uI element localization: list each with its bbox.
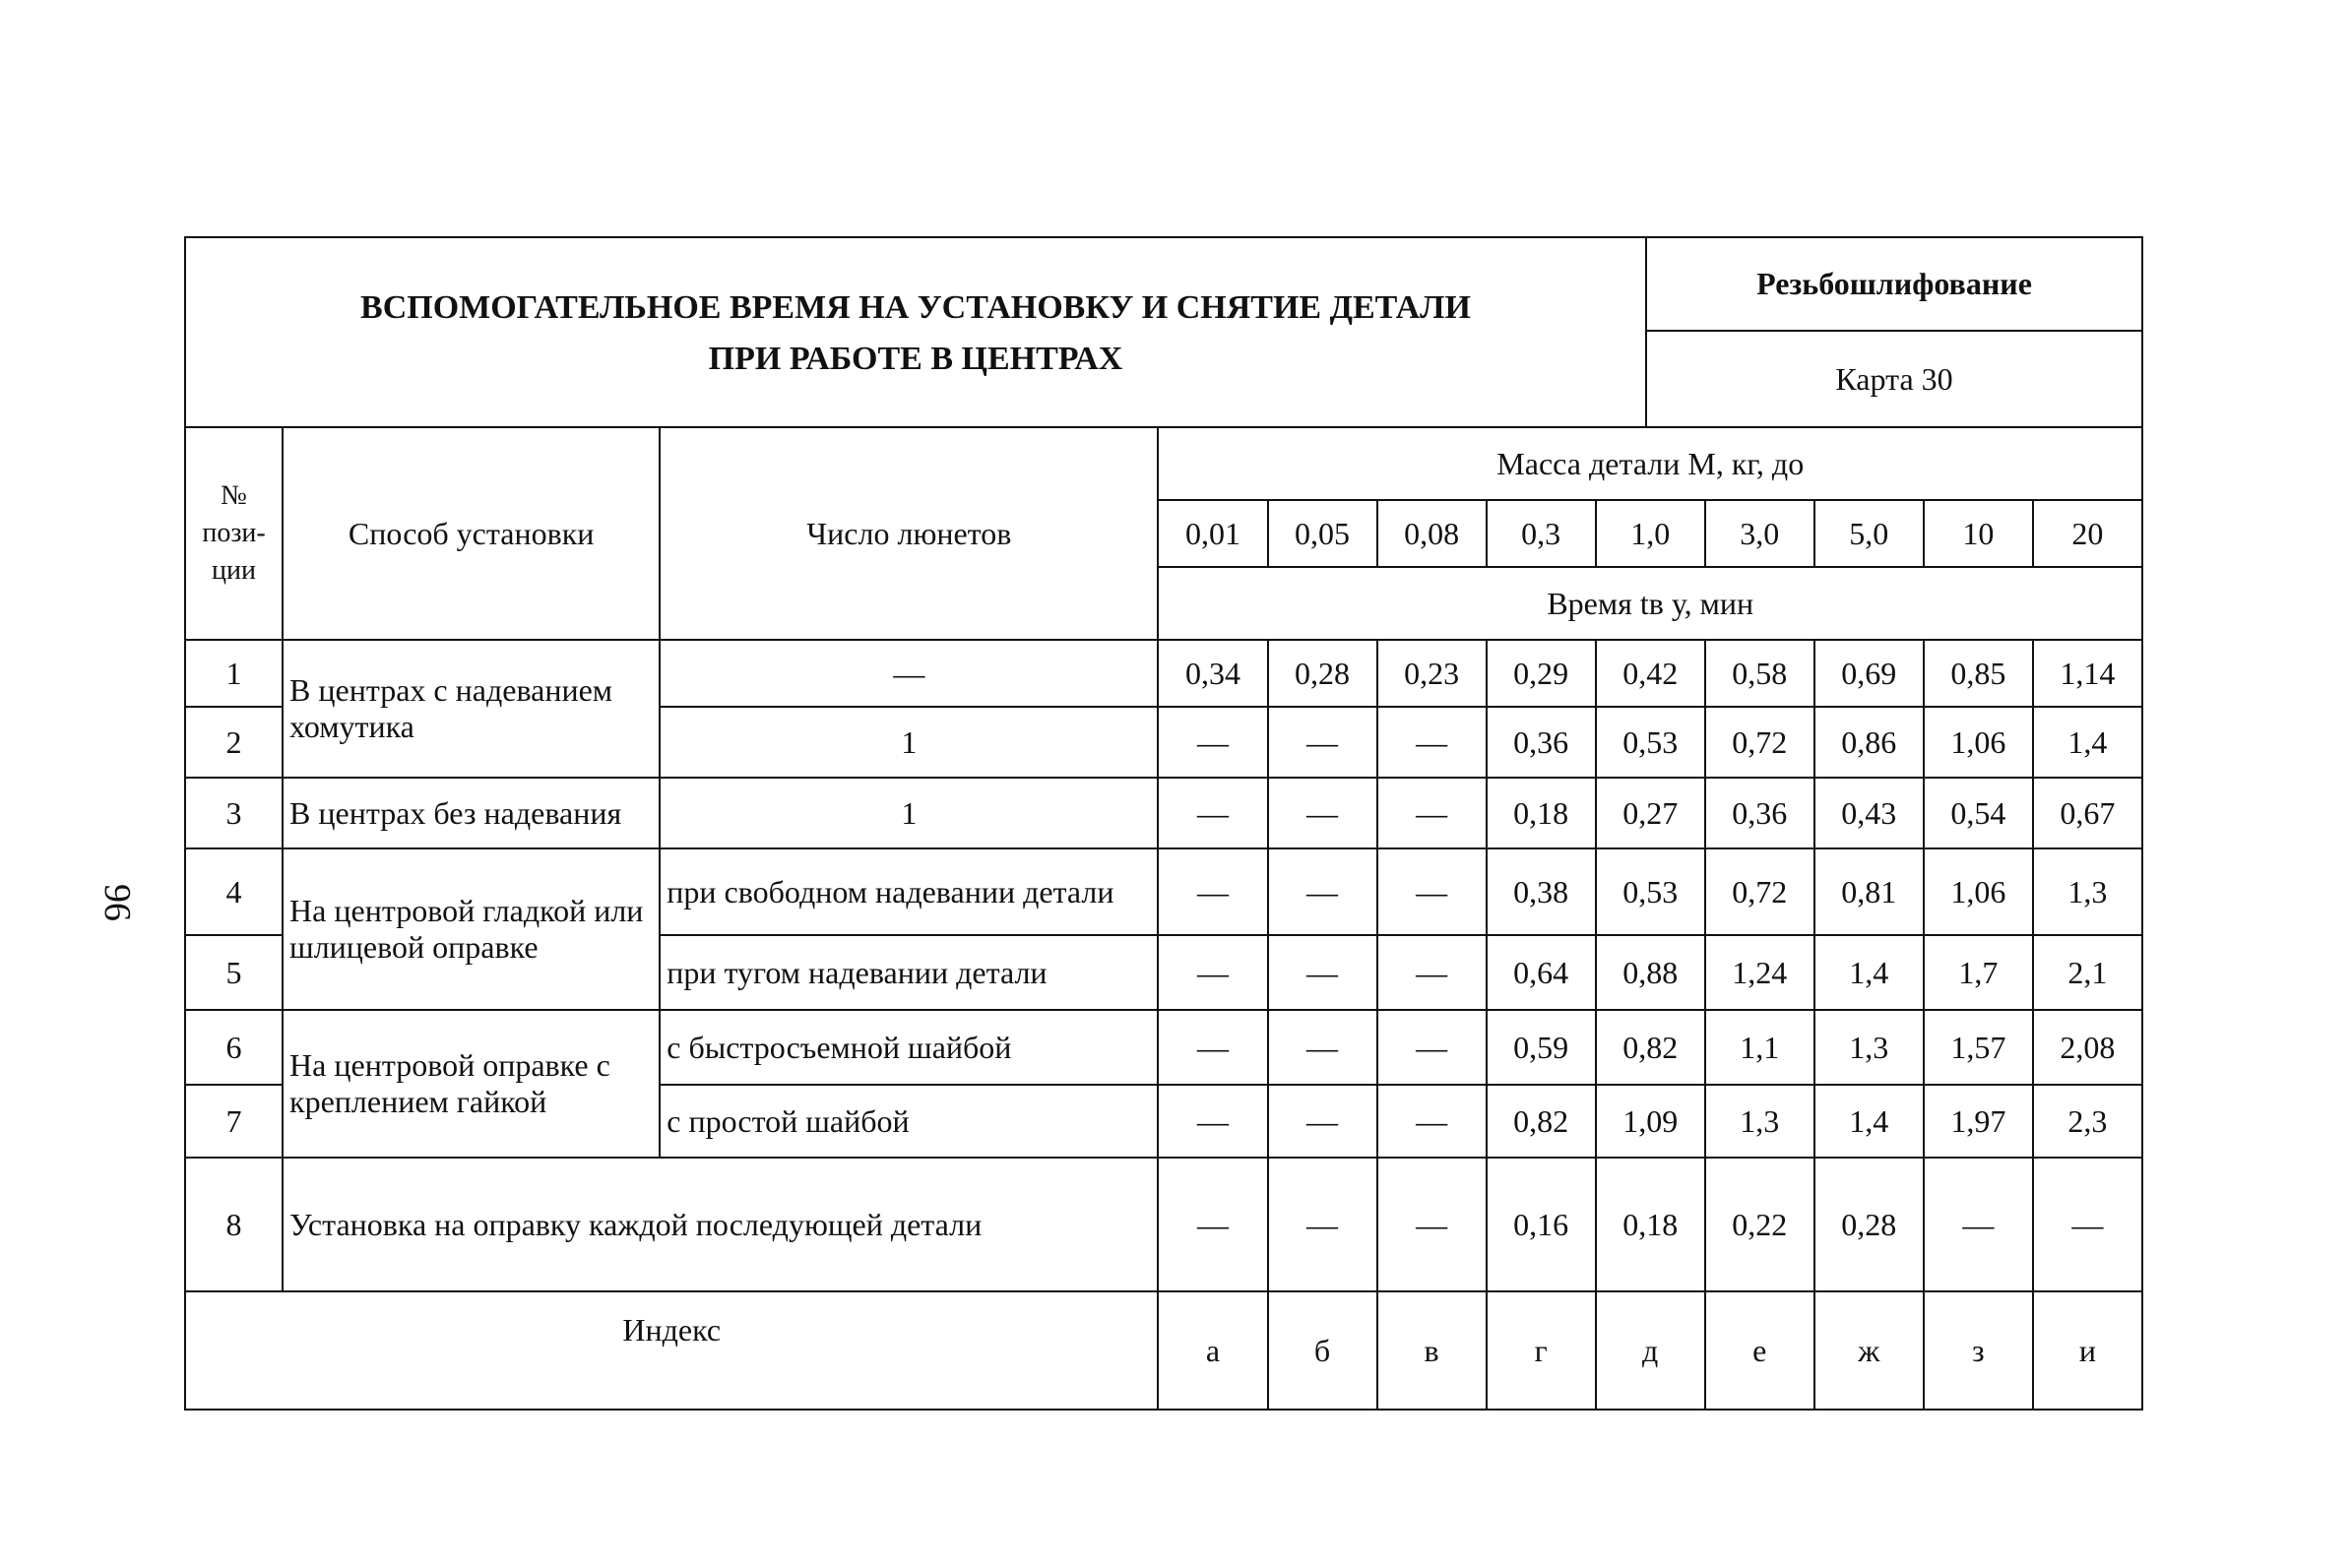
position-number-header: № пози-ции	[185, 427, 283, 640]
title-line-2: ПРИ РАБОТЕ В ЦЕНТРАХ	[708, 341, 1123, 377]
time-value: —	[1158, 848, 1267, 935]
time-value: —	[1268, 707, 1377, 778]
index-letter: а	[1158, 1291, 1267, 1410]
card-header	[184, 236, 2143, 428]
row-number: 5	[185, 935, 283, 1010]
time-value: 0,86	[1814, 707, 1924, 778]
method-cell: В центрах без надевания	[283, 778, 660, 848]
time-value: —	[1268, 1158, 1377, 1291]
table-row	[185, 1158, 2142, 1291]
time-value: 0,53	[1596, 848, 1705, 935]
time-value: 1,06	[1924, 707, 2033, 778]
time-value: 1,09	[1596, 1085, 1705, 1158]
time-value: —	[1377, 1010, 1487, 1085]
mass-value: 0,01	[1158, 500, 1267, 567]
row-number: 6	[185, 1010, 283, 1085]
time-value: —	[1268, 935, 1377, 1010]
row-number: 8	[185, 1158, 283, 1291]
time-value: 0,43	[1814, 778, 1924, 848]
steady-rest-cell: 1	[660, 778, 1158, 848]
mass-value: 10	[1924, 500, 2033, 567]
time-value: 0,42	[1596, 640, 1705, 707]
index-label: Индекс	[185, 1291, 1158, 1410]
mass-value: 5,0	[1814, 500, 1924, 567]
time-value: 0,58	[1705, 640, 1814, 707]
index-letter: з	[1924, 1291, 2033, 1410]
time-value: —	[1377, 1158, 1487, 1291]
time-value: —	[1924, 1158, 2033, 1291]
time-value: 0,64	[1487, 935, 1596, 1010]
time-value: 0,34	[1158, 640, 1267, 707]
table-row	[185, 1010, 2142, 1085]
card-number: Карта 30	[1646, 331, 2142, 427]
operation-name: Резьбошлифование	[1646, 237, 2142, 331]
time-value: 0,82	[1487, 1085, 1596, 1158]
time-value: —	[1158, 935, 1267, 1010]
method-cell: На центровой гладкой или шлицевой оправке	[283, 848, 660, 1010]
time-value: —	[1158, 707, 1267, 778]
time-value: 1,57	[1924, 1010, 2033, 1085]
time-value: 0,81	[1814, 848, 1924, 935]
time-value: —	[1158, 778, 1267, 848]
index-letter: ж	[1814, 1291, 1924, 1410]
time-value: —	[1268, 1085, 1377, 1158]
time-value: 0,23	[1377, 640, 1487, 707]
time-value: 0,53	[1596, 707, 1705, 778]
index-letter: в	[1377, 1291, 1487, 1410]
mass-header: Масса детали М, кг, до	[1158, 427, 2142, 500]
time-value: 0,88	[1596, 935, 1705, 1010]
row-number: 1	[185, 640, 283, 707]
time-value: —	[1268, 848, 1377, 935]
row-number: 2	[185, 707, 283, 778]
time-value: 0,22	[1705, 1158, 1814, 1291]
row-number: 7	[185, 1085, 283, 1158]
time-value: 0,69	[1814, 640, 1924, 707]
mass-value: 1,0	[1596, 500, 1705, 567]
index-row	[185, 1291, 2142, 1410]
method-cell: Установка на оправку каждой последующей детали	[283, 1158, 1158, 1291]
time-value: 0,54	[1924, 778, 2033, 848]
title-line-1: ВСПОМОГАТЕЛЬНОЕ ВРЕМЯ НА УСТАНОВКУ И СНЯТИЕ ДЕТАЛИ	[360, 289, 1471, 326]
steady-rest-cell: при свободном надевании детали	[660, 848, 1158, 935]
index-letter: д	[1596, 1291, 1705, 1410]
time-value: 0,59	[1487, 1010, 1596, 1085]
time-value: 0,29	[1487, 640, 1596, 707]
index-letter: и	[2033, 1291, 2142, 1410]
page-number: 96	[96, 884, 138, 921]
time-value: 0,16	[1487, 1158, 1596, 1291]
time-value: 2,1	[2033, 935, 2142, 1010]
time-value: 0,18	[1596, 1158, 1705, 1291]
steady-rest-cell: 1	[660, 707, 1158, 778]
method-cell: В центрах с надеванием хомутика	[283, 640, 660, 778]
time-value: 0,38	[1487, 848, 1596, 935]
time-value: —	[1268, 1010, 1377, 1085]
time-value: —	[1158, 1085, 1267, 1158]
time-table	[184, 426, 2143, 1411]
steady-rest-cell: с быстросъемной шайбой	[660, 1010, 1158, 1085]
time-value: —	[1268, 778, 1377, 848]
time-value: 0,82	[1596, 1010, 1705, 1085]
index-letter: б	[1268, 1291, 1377, 1410]
time-value: —	[1377, 778, 1487, 848]
time-value: 1,4	[1814, 935, 1924, 1010]
time-value: 0,18	[1487, 778, 1596, 848]
card-title	[185, 237, 1646, 427]
time-value: —	[1377, 848, 1487, 935]
row-number: 4	[185, 848, 283, 935]
time-value: 0,36	[1705, 778, 1814, 848]
time-value: —	[1158, 1158, 1267, 1291]
time-value: 1,1	[1705, 1010, 1814, 1085]
time-value: —	[2033, 1158, 2142, 1291]
time-value: 0,85	[1924, 640, 2033, 707]
time-value: 0,28	[1268, 640, 1377, 707]
time-value: 1,3	[1814, 1010, 1924, 1085]
norm-card	[184, 236, 2143, 1411]
time-value: 1,3	[2033, 848, 2142, 935]
mass-value: 3,0	[1705, 500, 1814, 567]
time-value: —	[1377, 935, 1487, 1010]
time-value: 1,3	[1705, 1085, 1814, 1158]
mass-value: 0,05	[1268, 500, 1377, 567]
time-value: 1,06	[1924, 848, 2033, 935]
time-value: 1,4	[2033, 707, 2142, 778]
mass-value: 20	[2033, 500, 2142, 567]
time-value: —	[1158, 1010, 1267, 1085]
mass-value: 0,3	[1487, 500, 1596, 567]
row-number: 3	[185, 778, 283, 848]
steady-rests-header: Число люнетов	[660, 427, 1158, 640]
time-value: 1,97	[1924, 1085, 2033, 1158]
table-row	[185, 778, 2142, 848]
time-value: 0,72	[1705, 707, 1814, 778]
time-value: 2,08	[2033, 1010, 2142, 1085]
time-value: 1,24	[1705, 935, 1814, 1010]
steady-rest-cell: с простой шайбой	[660, 1085, 1158, 1158]
method-cell: На центровой оправке с креплением гайкой	[283, 1010, 660, 1158]
time-header: Время tв у, мин	[1158, 567, 2142, 640]
table-row	[185, 640, 2142, 707]
steady-rest-cell: при тугом надевании детали	[660, 935, 1158, 1010]
time-value: —	[1377, 1085, 1487, 1158]
time-value: —	[1377, 707, 1487, 778]
steady-rest-cell: —	[660, 640, 1158, 707]
time-value: 1,4	[1814, 1085, 1924, 1158]
time-value: 0,28	[1814, 1158, 1924, 1291]
time-value: 1,14	[2033, 640, 2142, 707]
index-letter: е	[1705, 1291, 1814, 1410]
time-value: 0,27	[1596, 778, 1705, 848]
time-value: 0,67	[2033, 778, 2142, 848]
time-value: 2,3	[2033, 1085, 2142, 1158]
index-letter: г	[1487, 1291, 1596, 1410]
time-value: 0,72	[1705, 848, 1814, 935]
mass-value: 0,08	[1377, 500, 1487, 567]
method-header: Способ установки	[283, 427, 660, 640]
time-value: 1,7	[1924, 935, 2033, 1010]
table-row	[185, 848, 2142, 935]
time-value: 0,36	[1487, 707, 1596, 778]
